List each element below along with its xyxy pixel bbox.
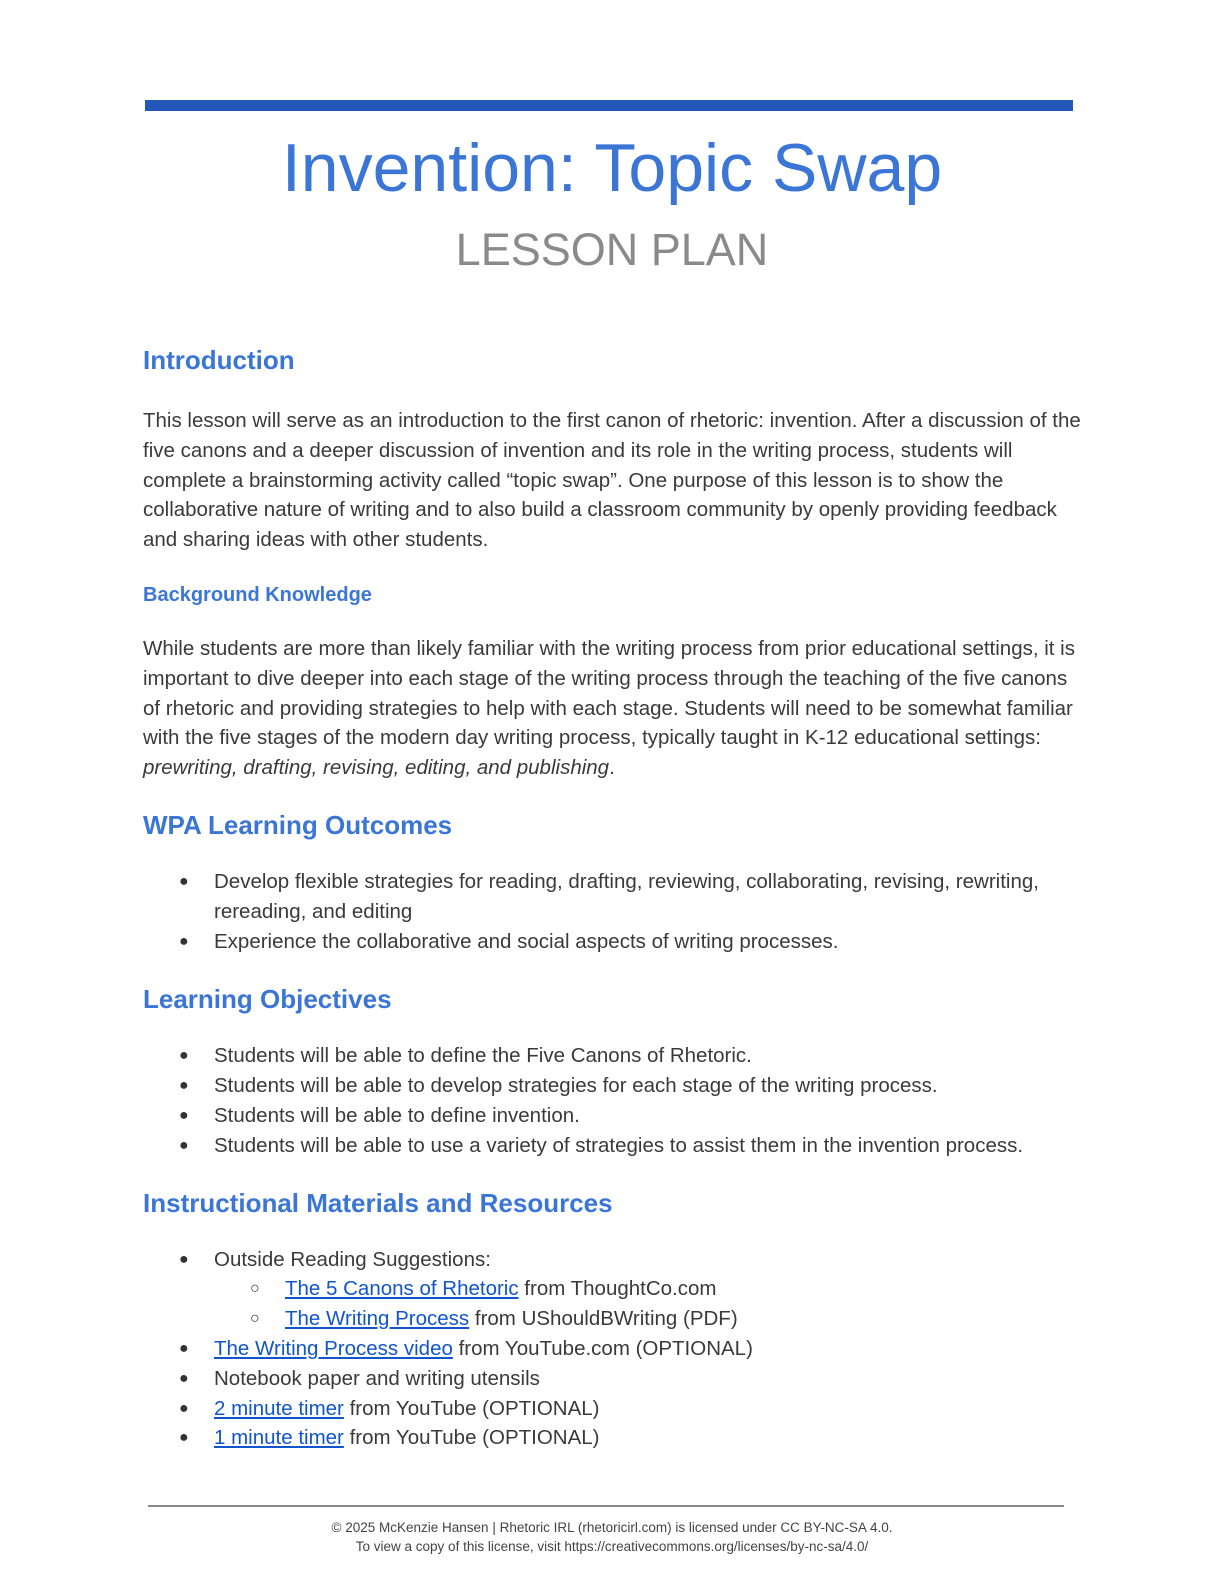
list-item: ● Experience the collaborative and social aspects of writing processes. xyxy=(143,927,1083,957)
intro-heading: Introduction xyxy=(143,345,295,375)
background-paragraph: While students are more than likely familiar with the writing process from prior educational settings, it is important to dive deeper into each stage of the writing process through the teaching of the five canons of rhetoric and providing strategies to help with each stage. Students will need to be somewhat familiar with the five stages of the modern day writing process, typically taught in K-12 educational settings: prewriting, drafting, revising, editing, and publishing. xyxy=(143,636,1075,780)
writing-stages: prewriting, drafting, revising, editing, and publishing xyxy=(143,756,610,780)
list-item: ● Develop flexible strategies for reading, drafting, reviewing, collaborating, revising, rewriting, rereading, and editing xyxy=(143,867,1083,927)
list-item: ● Outside Reading Suggestions: xyxy=(143,1245,1083,1275)
list-item: ● Notebook paper and writing utensils xyxy=(143,1364,1083,1394)
one-minute-timer-link[interactable]: 1 minute timer xyxy=(214,1426,344,1450)
list-item: ○ The Writing Process from UShouldBWriting (PDF) xyxy=(143,1304,1083,1334)
list-item: ● Students will be able to develop strategies for each stage of the writing process. xyxy=(143,1071,1083,1101)
footer-license-url: To view a copy of this license, visit https://creativecommons.org/licenses/by-nc-sa/4.0/ xyxy=(355,1539,869,1554)
footer-rule xyxy=(148,1505,1064,1507)
page-title: Invention: Topic Swap xyxy=(281,130,943,206)
footer-license: © 2025 McKenzie Hansen | Rhetoric IRL (rhetoricirl.com) is licensed under CC BY-NC-SA 4.0. xyxy=(331,1520,893,1535)
materials-list xyxy=(143,1245,1083,1454)
list-item: ● The Writing Process video from YouTube.com (OPTIONAL) xyxy=(143,1334,1083,1364)
list-item: ○ The 5 Canons of Rhetoric from ThoughtCo.com xyxy=(143,1274,1083,1304)
writing-process-link[interactable]: The Writing Process xyxy=(285,1307,470,1331)
intro-paragraph: This lesson will serve as an introduction to the first canon of rhetoric: invention. After a discussion of the five canons and a deeper discussion of invention and its role in the writing process, students will complete a brainstorming activity called “topic swap”. One purpose of this lesson is to show the collaborative nature of writing and to also build a classroom community by openly providing feedback and sharing ideas with other students. xyxy=(143,409,1081,552)
list-item: ● Students will be able to define invention. xyxy=(143,1101,1083,1131)
wpa-heading: WPA Learning Outcomes xyxy=(143,809,453,840)
objectives-heading: Learning Objectives xyxy=(143,984,392,1015)
objectives-list xyxy=(143,1041,1083,1160)
background-heading: Background Knowledge xyxy=(143,583,372,606)
canons-link[interactable]: The 5 Canons of Rhetoric xyxy=(285,1277,519,1301)
list-item: ● Students will be able to define the Five Canons of Rhetoric. xyxy=(143,1041,1083,1071)
writing-process-video-link[interactable]: The Writing Process video xyxy=(214,1336,453,1360)
materials-heading: Instructional Materials and Resources xyxy=(143,1187,613,1218)
wpa-list xyxy=(143,867,1083,956)
page-subtitle: LESSON PLAN xyxy=(455,224,769,275)
document-body xyxy=(143,340,1083,1453)
list-item: ● 2 minute timer from YouTube (OPTIONAL) xyxy=(143,1394,1083,1424)
list-item: ● Students will be able to use a variety of strategies to assist them in the invention process. xyxy=(143,1131,1083,1161)
two-minute-timer-link[interactable]: 2 minute timer xyxy=(214,1396,344,1420)
list-item: ● 1 minute timer from YouTube (OPTIONAL) xyxy=(143,1423,1083,1453)
top-rule xyxy=(145,100,1073,111)
